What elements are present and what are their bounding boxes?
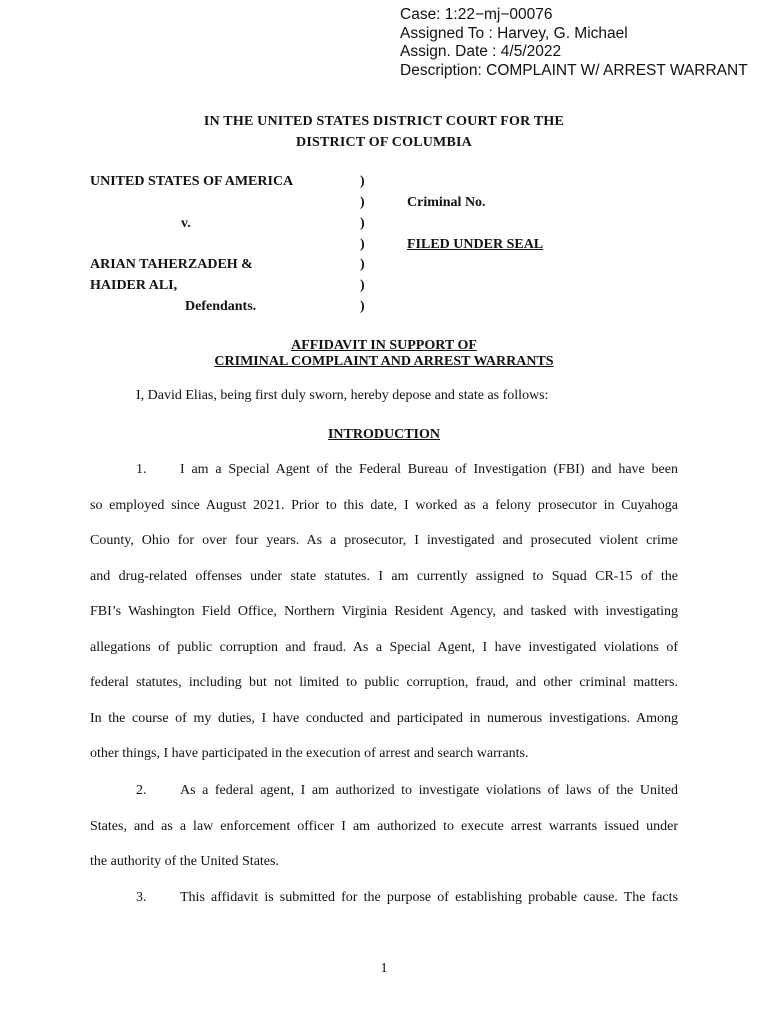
- caption-paren: ): [360, 257, 365, 272]
- court-heading-line-1: IN THE UNITED STATES DISTRICT COURT FOR THE: [203, 114, 565, 129]
- paragraph-number: 1.: [136, 462, 147, 477]
- versus-label: v.: [181, 216, 191, 231]
- paragraph-line: 2. As a federal agent, I am authorized to investigate violations of laws of the United: [90, 782, 678, 800]
- paragraph-number: 3.: [136, 890, 147, 905]
- paragraph-line: other things, I have participated in the execution of arrest and search warrants.: [90, 746, 529, 761]
- paragraph-line: In the course of my duties, I have conducted and participated in numerous investigations. Among: [90, 710, 678, 726]
- oath-statement: I, David Elias, being first duly sworn, hereby depose and state as follows:: [136, 388, 549, 403]
- paragraph-line: 1. I am a Special Agent of the Federal Bureau of Investigation (FBI) and have been: [90, 461, 678, 479]
- court-heading-line-2: DISTRICT OF COLUMBIA: [296, 135, 472, 150]
- criminal-number-label: Criminal No.: [407, 195, 486, 210]
- paragraph-line: and drug-related offenses under state statutes. I am currently assigned to Squad CR-15 of the: [90, 568, 678, 584]
- court-heading: [0, 111, 768, 153]
- paragraph-line: so employed since August 2021. Prior to this date, I worked as a felony prosecutor in Cuyahoga: [90, 497, 678, 513]
- defendants-label: Defendants.: [185, 299, 257, 314]
- affidavit-title-line-1: AFFIDAVIT IN SUPPORT OF: [291, 338, 477, 353]
- paragraph-line: 3. This affidavit is submitted for the purpose of establishing probable cause. The facts: [90, 889, 678, 907]
- assign-date: Assign. Date : 4/5/2022: [400, 43, 562, 60]
- case-stamp: [400, 6, 748, 80]
- case-number: Case: 1:22−mj−00076: [400, 6, 553, 23]
- affidavit-title-line-2: CRIMINAL COMPLAINT AND ARREST WARRANTS: [214, 354, 554, 369]
- defendant-name-2: HAIDER ALI,: [90, 278, 178, 293]
- paragraph-line: allegations of public corruption and fraud. As a Special Agent, I have investigated violations of: [90, 639, 678, 655]
- paragraph-line: County, Ohio for over four years. As a prosecutor, I investigated and prosecuted violent crime: [90, 533, 678, 548]
- caption-paren: ): [360, 216, 365, 231]
- caption-paren: ): [360, 174, 365, 189]
- affidavit-title: [0, 338, 768, 370]
- paragraph-number: 2.: [136, 783, 147, 798]
- paragraph-line: States, and as a law enforcement officer I am authorized to execute arrest warrants issued under: [90, 818, 678, 834]
- section-heading: INTRODUCTION: [327, 427, 440, 442]
- paragraph-line: federal statutes, including but not limited to public corruption, fraud, and other criminal matters.: [90, 675, 678, 690]
- case-description: Description: COMPLAINT W/ ARREST WARRANT: [400, 61, 748, 79]
- page-number: 1: [380, 961, 388, 976]
- assigned-to: Assigned To : Harvey, G. Michael: [400, 24, 628, 42]
- defendant-name-1: ARIAN TAHERZADEH &: [90, 257, 253, 272]
- caption-paren: ): [360, 195, 365, 210]
- paragraph-line: FBI’s Washington Field Office, Northern Virginia Resident Agency, and tasked with investigating: [90, 604, 678, 619]
- caption-paren: ): [360, 237, 365, 252]
- plaintiff-name: UNITED STATES OF AMERICA: [90, 174, 294, 189]
- paragraph-line: the authority of the United States.: [90, 854, 279, 869]
- caption-paren: ): [360, 278, 365, 293]
- filed-under-seal-label: FILED UNDER SEAL: [407, 237, 544, 252]
- caption-paren: ): [360, 299, 365, 314]
